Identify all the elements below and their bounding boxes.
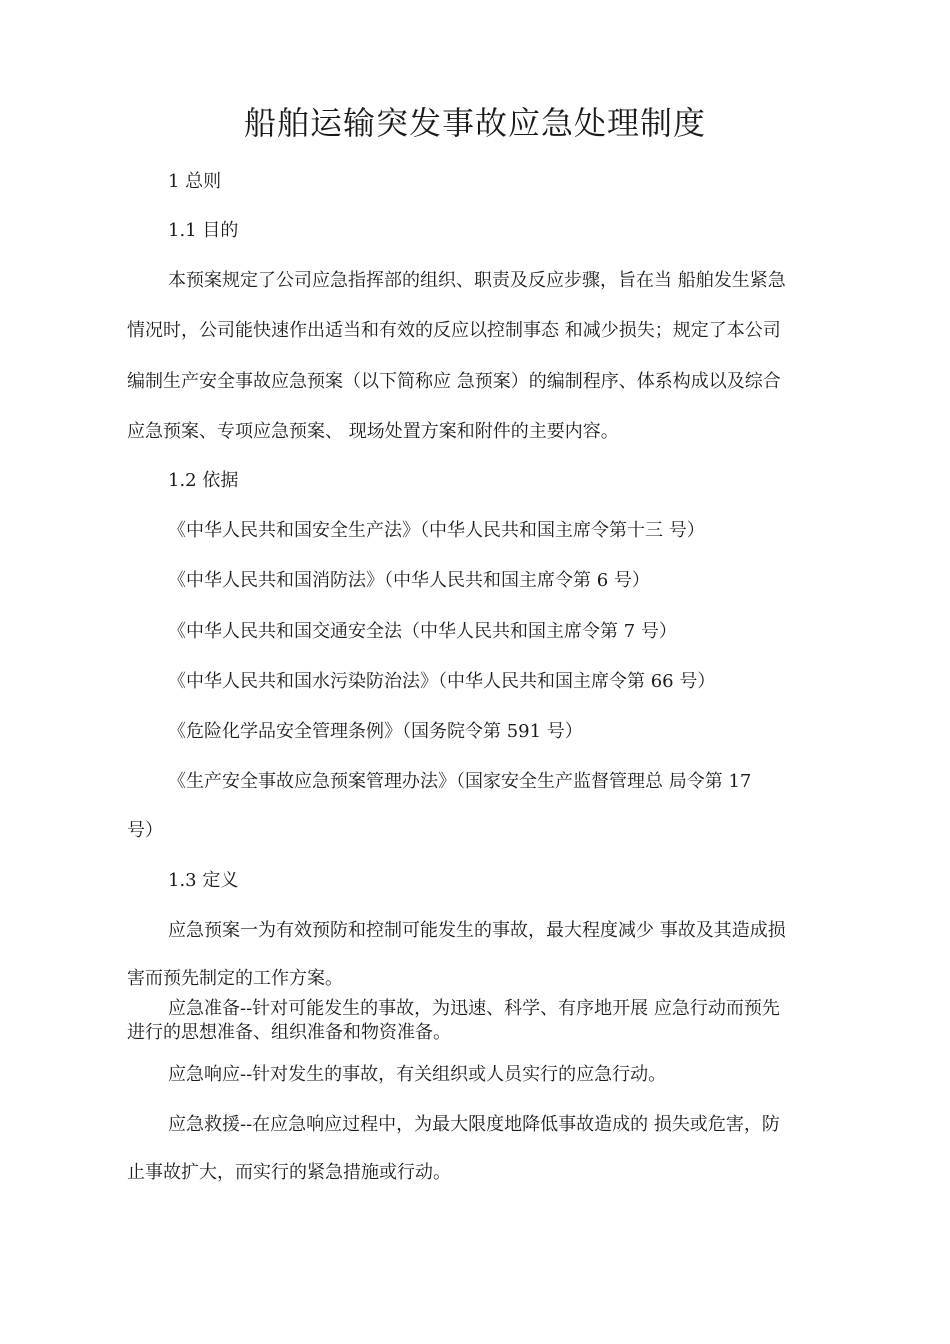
definition-line: 应急预案一为有效预防和控制可能发生的事故，最大程度减少 事故及其造成损 — [168, 920, 786, 941]
basis-item: 《生产安全事故应急预案管理办法》（国家安全生产监督管理总 局令第 17 — [168, 771, 752, 792]
definition-line: 应急救援--在应急响应过程中，为最大限度地降低事故造成的 损失或危害，防 — [168, 1114, 780, 1135]
purpose-line: 应急预案、专项应急预案、 现场处置方案和附件的主要内容。 — [127, 421, 619, 442]
definition-line: 应急准备--针对可能发生的事故，为迅速、科学、有序地开展 应急行动而预先 — [168, 998, 780, 1019]
section-heading-purpose: 1.1 目的 — [168, 220, 239, 241]
basis-item-continuation: 号） — [127, 820, 163, 841]
section-heading-general: 1 总则 — [168, 171, 222, 192]
basis-item: 《中华人民共和国交通安全法（中华人民共和国主席令第 7 号） — [168, 621, 677, 642]
purpose-line: 编制生产安全事故应急预案（以下简称应 急预案）的编制程序、体系构成以及综合 — [127, 371, 781, 392]
purpose-line: 情况时，公司能快速作出适当和有效的反应以控制事态 和减少损失；规定了本公司 — [127, 320, 781, 341]
purpose-line: 本预案规定了公司应急指挥部的组织、职责及反应步骤，旨在当 船舶发生紧急 — [168, 270, 786, 291]
section-heading-basis: 1.2 依据 — [168, 470, 239, 491]
definition-line: 害而预先制定的工作方案。 — [127, 968, 343, 989]
basis-item: 《中华人民共和国水污染防治法》（中华人民共和国主席令第 66 号） — [168, 671, 716, 692]
definition-line: 进行的思想准备、组织准备和物资准备。 — [127, 1022, 451, 1043]
basis-item: 《中华人民共和国消防法》（中华人民共和国主席令第 6 号） — [168, 570, 650, 591]
definition-line: 止事故扩大，而实行的紧急措施或行动。 — [127, 1162, 451, 1183]
basis-item: 《危险化学品安全管理条例》（国务院令第 591 号） — [168, 721, 583, 742]
document-title: 船舶运输突发事故应急处理制度 — [243, 104, 706, 142]
basis-item: 《中华人民共和国安全生产法》（中华人民共和国主席令第十三 号） — [168, 520, 705, 541]
section-heading-definitions: 1.3 定义 — [168, 870, 239, 891]
definition-line: 应急响应--针对发生的事故，有关组织或人员实行的应急行动。 — [168, 1064, 667, 1085]
